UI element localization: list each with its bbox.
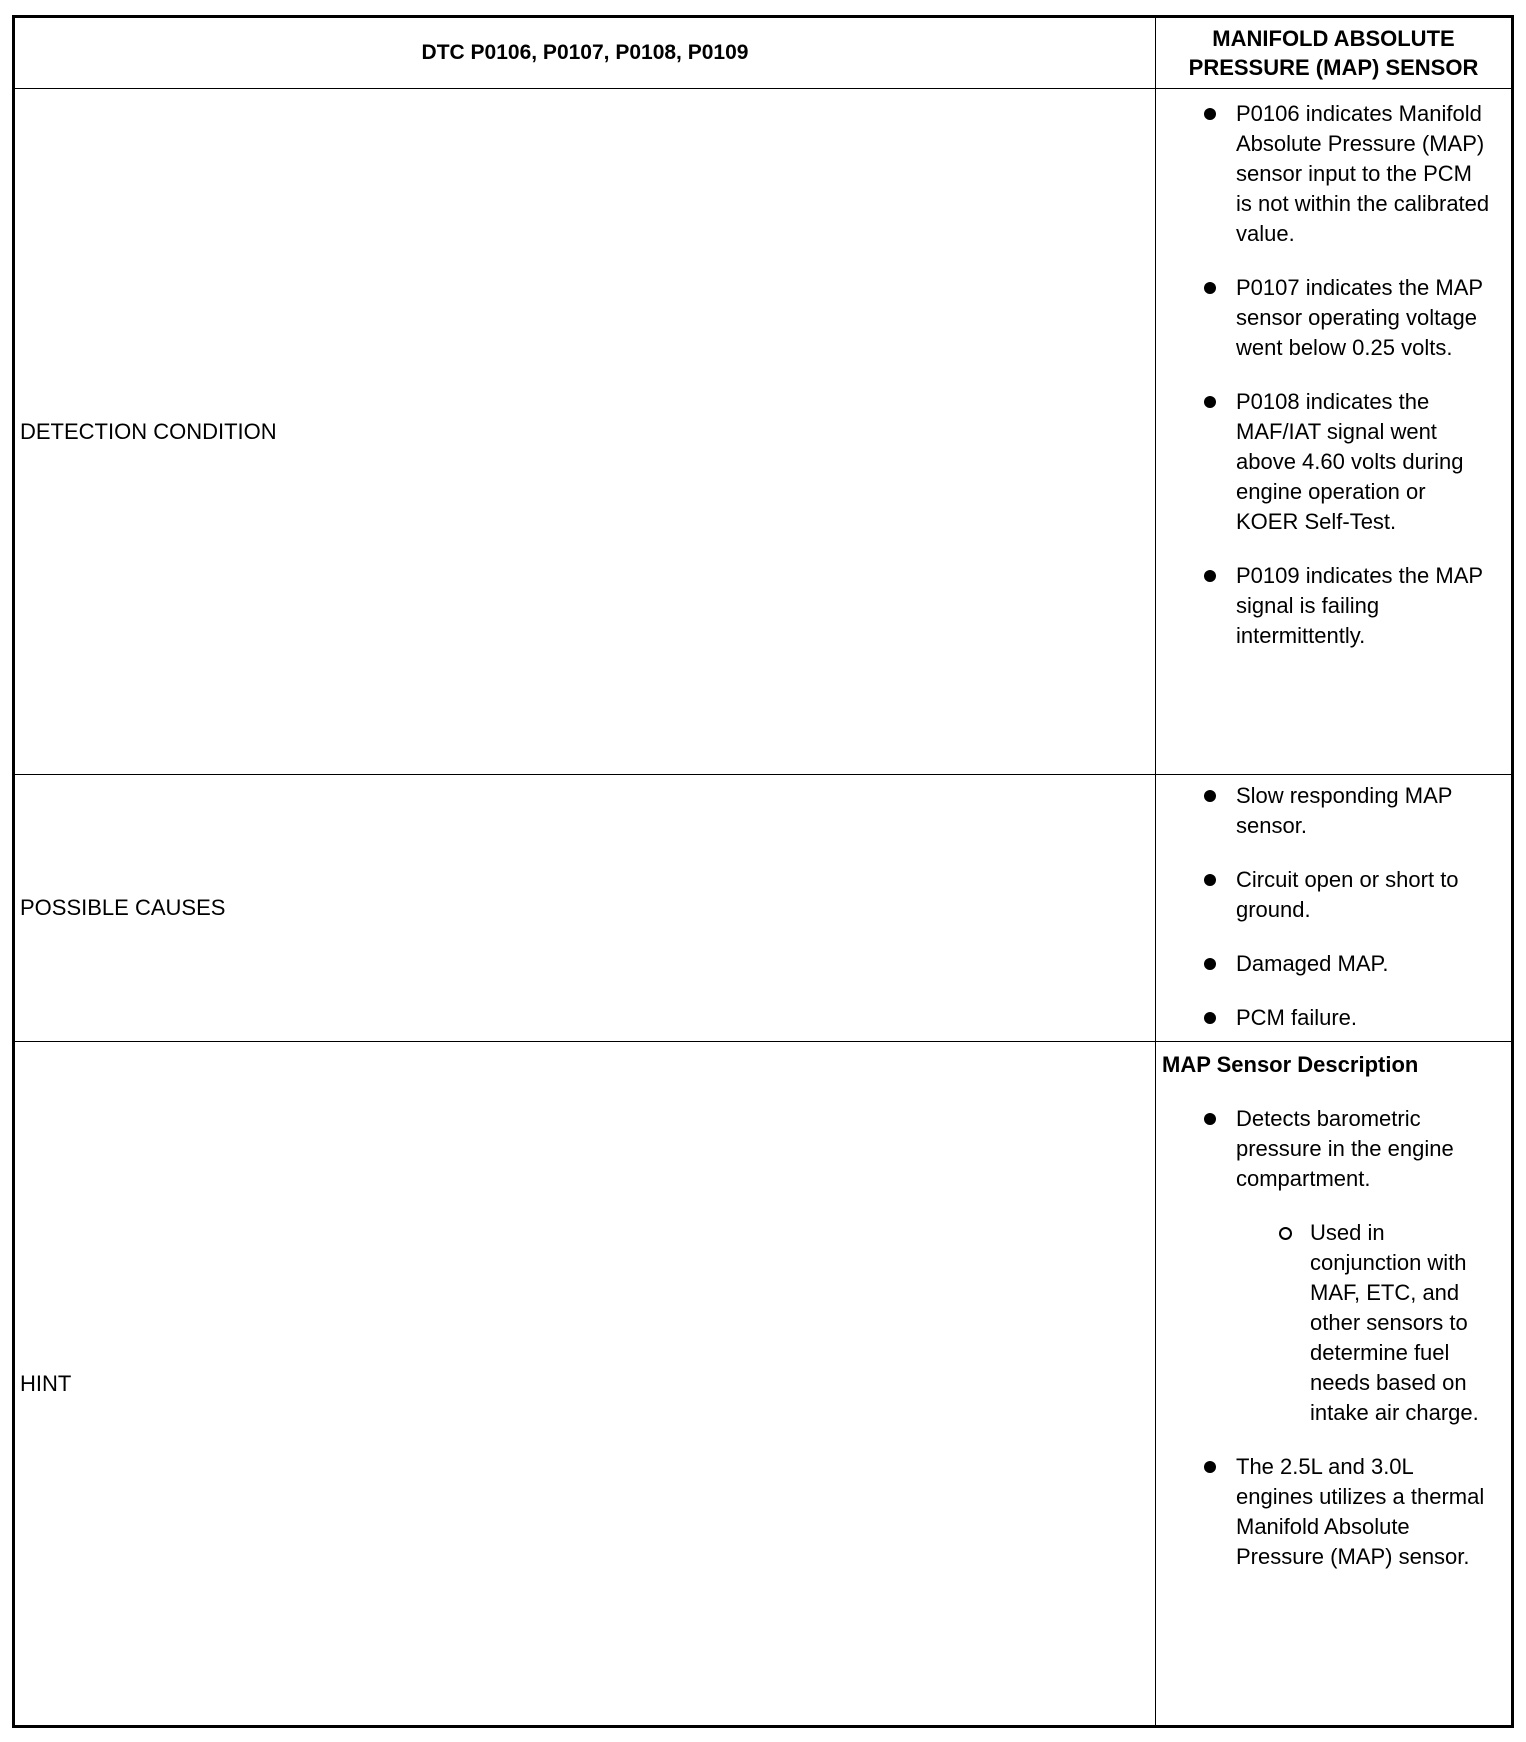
dtc-table xyxy=(12,15,1514,1728)
bullet-icon xyxy=(1204,958,1216,970)
causes-list xyxy=(1156,775,1511,1037)
bullet-icon xyxy=(1204,1461,1216,1473)
detection-row xyxy=(14,89,1513,775)
list-item xyxy=(1236,561,1491,651)
hint-content xyxy=(1156,1042,1513,1727)
list-item xyxy=(1236,387,1491,537)
list-item xyxy=(1236,99,1491,249)
hint-list xyxy=(1156,1080,1511,1576)
detection-item-text: P0106 indicates Manifold Absolute Pressure (MAP) sensor input to the PCM is not within the calibrated value. xyxy=(1236,101,1490,246)
bullet-icon xyxy=(1204,1012,1216,1024)
detection-list xyxy=(1156,89,1511,655)
header-component: MANIFOLD ABSOLUTE PRESSURE (MAP) SENSOR xyxy=(1156,17,1513,89)
bullet-icon xyxy=(1204,874,1216,886)
causes-label: POSSIBLE CAUSES xyxy=(14,775,1156,1042)
bullet-icon xyxy=(1204,570,1216,582)
causes-row xyxy=(14,775,1513,1042)
list-item xyxy=(1236,1452,1491,1572)
list-item xyxy=(1236,949,1491,979)
list-item xyxy=(1236,273,1491,363)
hint-sub-list xyxy=(1236,1218,1491,1428)
hint-row xyxy=(14,1042,1513,1727)
hint-item-text: Detects barometric pressure in the engine compartment. xyxy=(1236,1106,1454,1191)
cause-item-text: Damaged MAP. xyxy=(1236,951,1389,976)
detection-item-text: P0109 indicates the MAP signal is failing intermittently. xyxy=(1236,563,1483,648)
cause-item-text: PCM failure. xyxy=(1236,1005,1358,1030)
detection-item-text: P0107 indicates the MAP sensor operating voltage went below 0.25 volts. xyxy=(1236,275,1483,360)
detection-item-text: P0108 indicates the MAF/IAT signal went above 4.60 volts during engine operation or KOER Self-Test. xyxy=(1236,389,1464,534)
bullet-icon xyxy=(1204,396,1216,408)
hint-item-text: The 2.5L and 3.0L engines utilizes a thermal Manifold Absolute Pressure (MAP) sensor. xyxy=(1236,1454,1485,1569)
list-item xyxy=(1310,1218,1491,1428)
detection-content xyxy=(1156,89,1513,775)
cause-item-text: Slow responding MAP sensor. xyxy=(1236,783,1453,838)
header-dtc-codes: DTC P0106, P0107, P0108, P0109 xyxy=(14,17,1156,89)
list-item xyxy=(1236,781,1491,841)
bullet-icon xyxy=(1204,282,1216,294)
detection-label: DETECTION CONDITION xyxy=(14,89,1156,775)
causes-content xyxy=(1156,775,1513,1042)
bullet-icon xyxy=(1204,1113,1216,1125)
bullet-icon xyxy=(1204,790,1216,802)
list-item xyxy=(1236,1104,1491,1428)
cause-item-text: Circuit open or short to ground. xyxy=(1236,867,1459,922)
hollow-bullet-icon xyxy=(1279,1227,1292,1240)
list-item xyxy=(1236,1003,1491,1033)
hint-label: HINT xyxy=(14,1042,1156,1727)
list-item xyxy=(1236,865,1491,925)
hint-sub-item-text: Used in conjunction with MAF, ETC, and other sensors to determine fuel needs based on intake air charge. xyxy=(1310,1220,1479,1425)
hint-title: MAP Sensor Description xyxy=(1162,1052,1419,1077)
bullet-icon xyxy=(1204,108,1216,120)
header-row xyxy=(14,17,1513,89)
